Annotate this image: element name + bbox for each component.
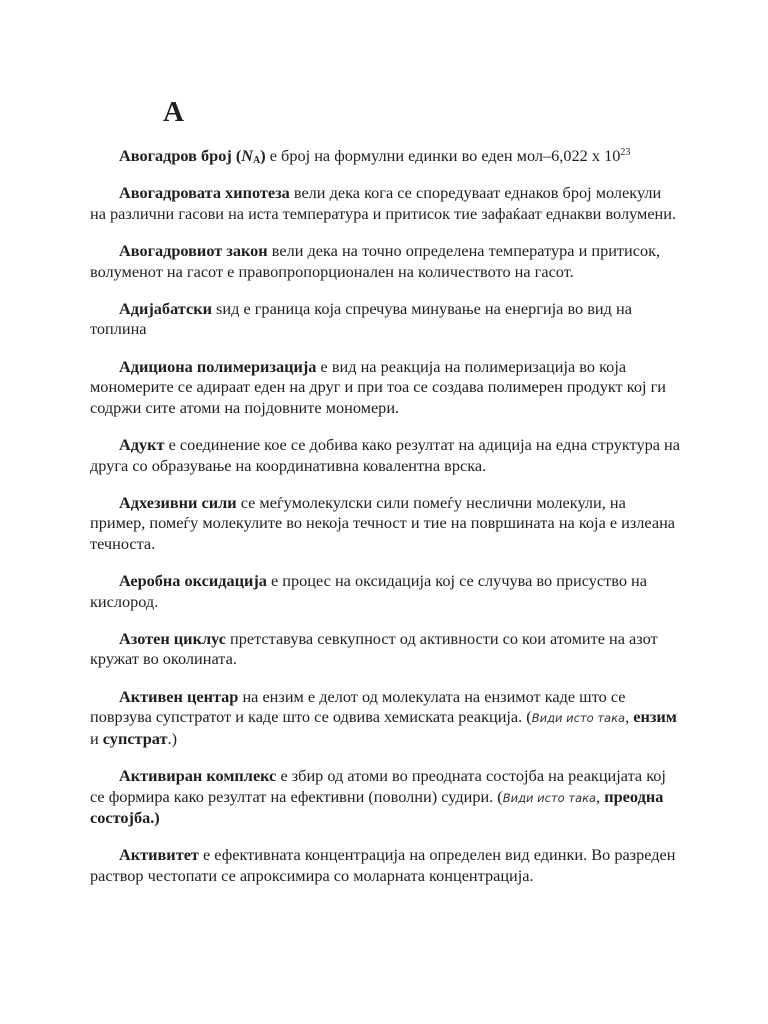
glossary-entry-avogadro-law xyxy=(90,241,680,282)
entry-term: Авогадровата хипотеза xyxy=(119,183,290,203)
entry-definition: е ефективната концентрација на определен вид единки. Во разреден раствор честопати се апроксимира со моларната концентрација. xyxy=(90,845,676,885)
glossary-entries xyxy=(90,146,680,903)
entry-definition: е вид на реакција на полимеризација во која мономерите се адираат еден на друг и при тоа се создава полимерен продукт кој ги содржи сите атоми на појдовните мономери. xyxy=(90,356,666,417)
entry-definition: вели дека кога се споредуваат еднаков број молекули на различни гасови на иста температура и притисок тие зафаќаат еднакви волумени. xyxy=(90,183,677,223)
section-letter: А xyxy=(163,96,184,128)
entry-definition: вели дека на точно определена температура и притисок, волуменот на гасот е правопропорционален на количеството на гасот. xyxy=(90,240,661,281)
cross-reference: ензим xyxy=(633,707,677,727)
entry-term: Адхезивни сили xyxy=(119,492,237,512)
glossary-entry-activity xyxy=(90,845,680,886)
see-also-note: Види исто така xyxy=(502,790,597,805)
entry-definition: на ензим е делот од молекулата на ензимот каде што се поврзува супстратот и каде што се одвива хемиската реакција. ( xyxy=(90,686,626,727)
glossary-entry-adhesive-forces xyxy=(90,493,680,555)
glossary-entry-nitrogen-cycle xyxy=(90,629,680,670)
entry-term: Адициона полимеризација xyxy=(119,356,317,376)
entry-term: Авогадров број $(N_A)$ xyxy=(119,146,266,166)
cross-reference: супстрат xyxy=(102,728,168,748)
entry-definition: е збир од атоми во преодната состојба на реакцијата кој се формира како резултат на ефективни (поволни) судири. ( xyxy=(90,766,666,806)
entry-term: Активитет xyxy=(119,845,199,865)
glossary-entry-adiabatic xyxy=(90,299,680,340)
entry-term: Активиран комплекс xyxy=(119,766,277,785)
entry-term: Адијабатски xyxy=(119,298,212,318)
see-also-note: Види исто така xyxy=(531,711,626,726)
glossary-entry-aerobic-oxidation xyxy=(90,571,680,612)
glossary-entry-avogadro-number xyxy=(90,146,680,167)
entry-definition: е соединение кое се добива како резултат на адиција на една структура на друга со образување на координативна ковалентна врска. xyxy=(90,434,680,475)
entry-term: Активен центар xyxy=(119,686,239,706)
cross-reference: преодна состојба.) xyxy=(90,786,664,828)
entry-definition: претставува севкупност од активности со кои атомите на азот кружат во околината. xyxy=(90,628,658,669)
entry-definition: ѕид е граница која спречува минување на енергија во вид на топлина xyxy=(90,298,632,339)
entry-term: Адукт xyxy=(119,434,165,454)
entry-definition: се меѓумолекулски сили помеѓу неслични молекули, на пример, помеѓу молекулите во некоја течност и тие на површината на која е излеана течноста. xyxy=(90,492,676,553)
glossary-entry-addition-polymerization xyxy=(90,357,680,419)
glossary-entry-active-site: Активен центар на ензим е делот од молекулата на ензимот каде што се поврзува супстратот и каде што се одвива хемиската реакција. (Види исто така, ензим и супстрат.) xyxy=(90,686,677,748)
entry-term: Авогадровиот закон xyxy=(119,240,268,260)
superscript: 23 xyxy=(620,147,631,158)
entry-term: Азотен циклус xyxy=(119,628,226,648)
glossary-entry-activated-complex: Активиран комплекс е збир од атоми во преодната состојба на реакцијата кој се формира како резултат на ефективни (поволни) судири. (Види исто така, преодна состојба.) xyxy=(90,766,666,828)
glossary-entry-adduct xyxy=(90,435,680,476)
entry-definition: е број на формулни единки во еден мол–6,022 x 10 xyxy=(265,146,621,165)
glossary-entry-avogadro-hypothesis xyxy=(90,183,680,224)
entry-term: Аеробна оксидација xyxy=(119,571,267,591)
entry-definition: е процес на оксидација кој се случува во присуство на кислород. xyxy=(90,571,647,611)
